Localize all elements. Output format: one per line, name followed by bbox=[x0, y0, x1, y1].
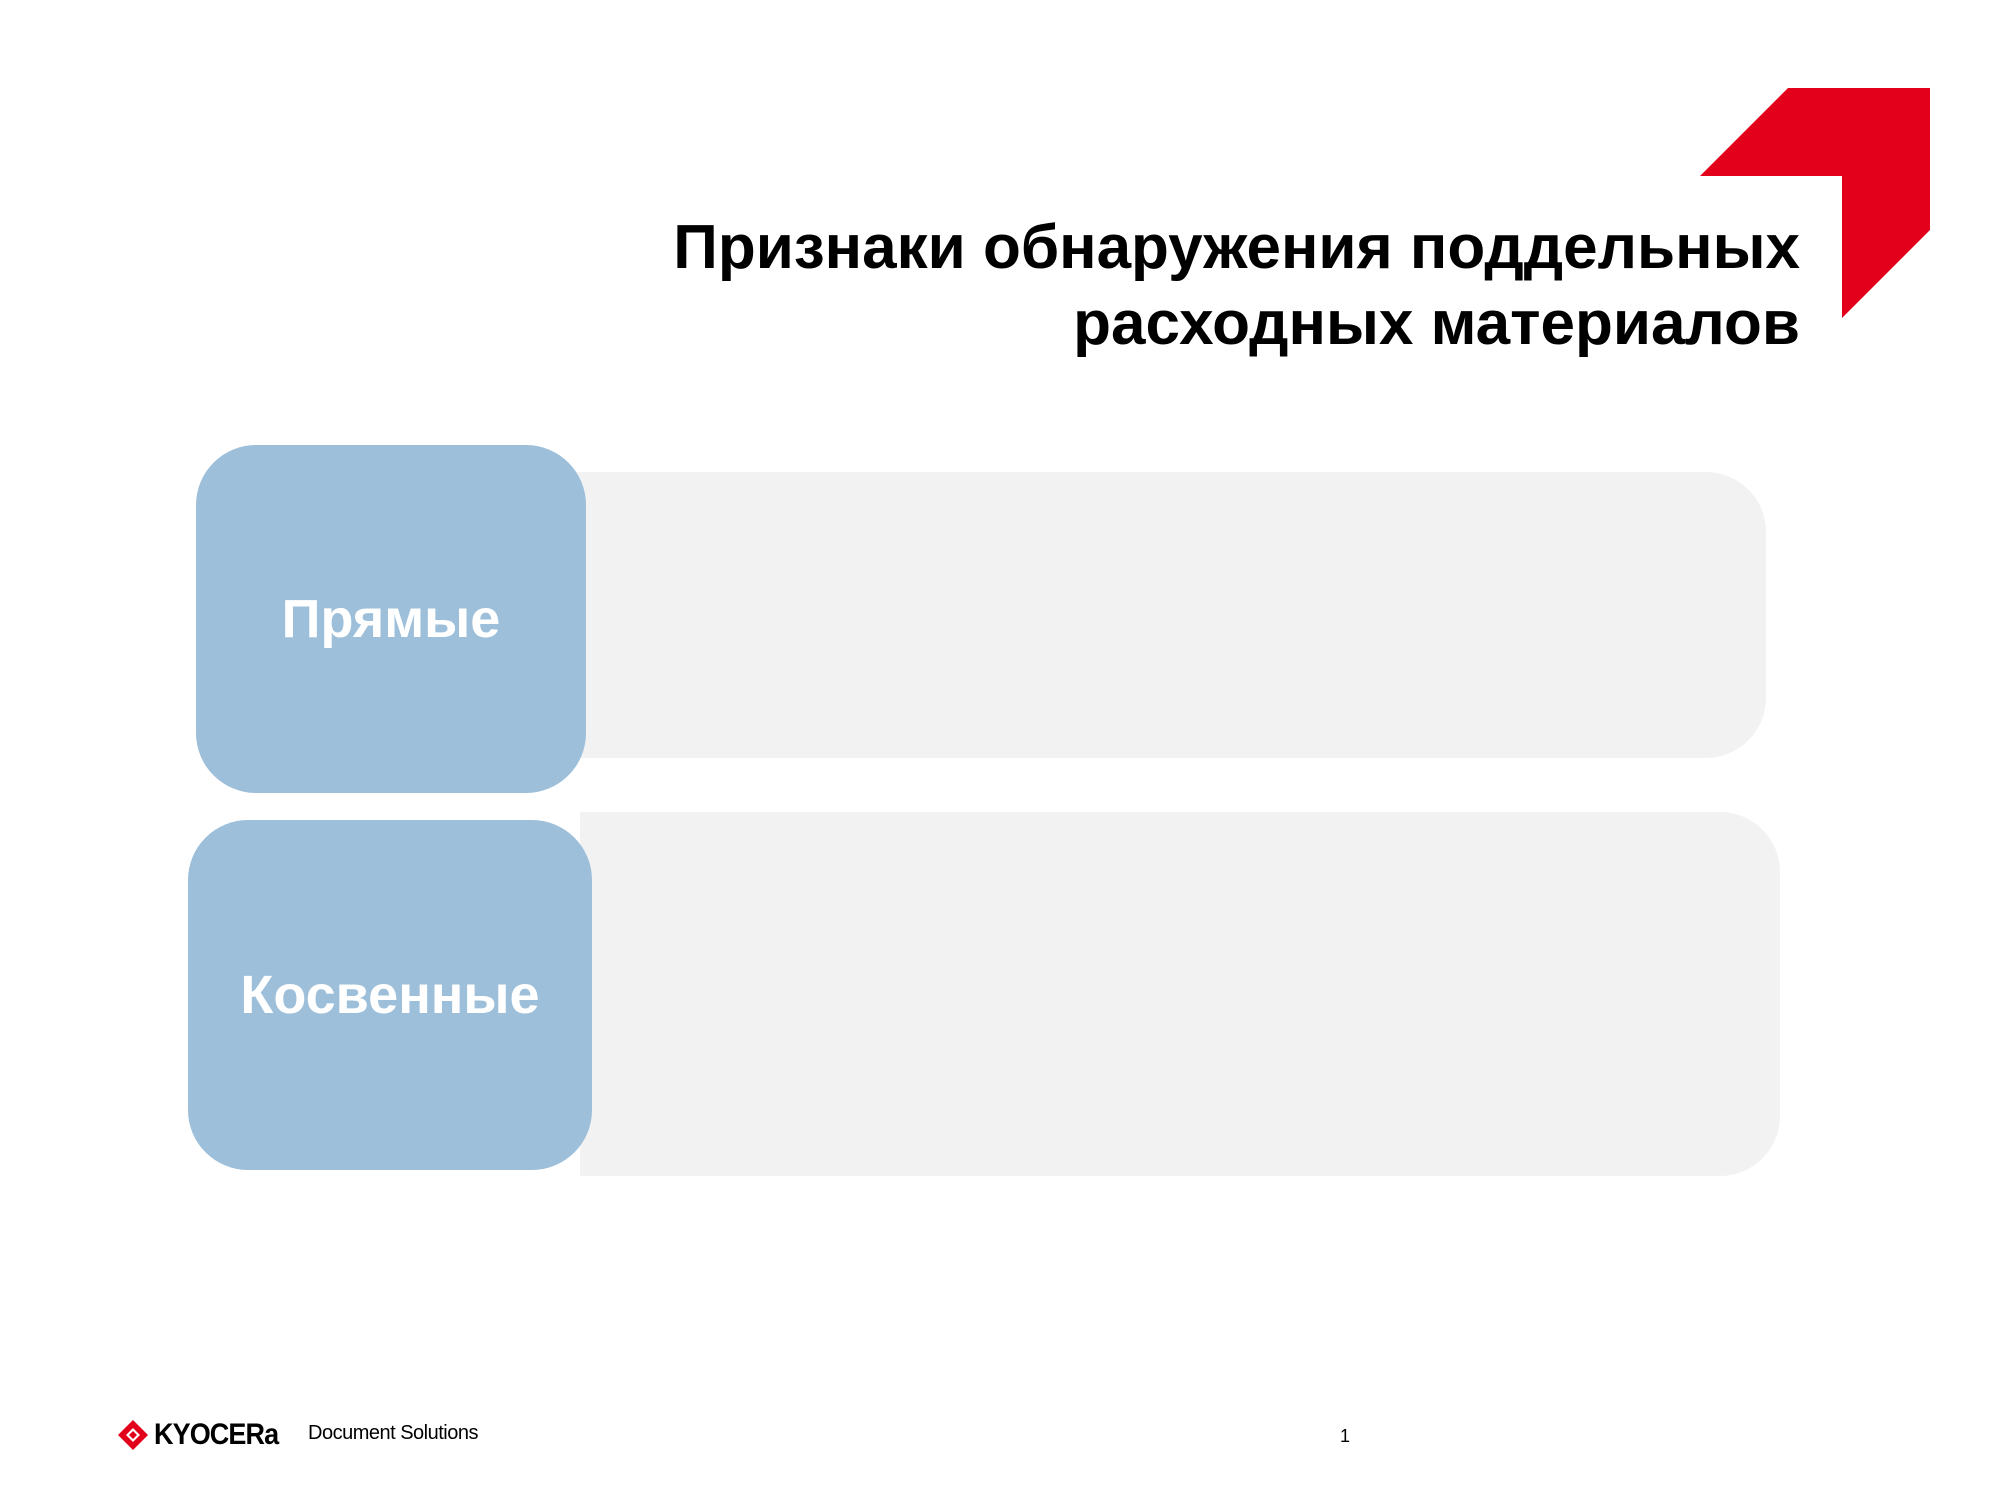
footer-subtitle: Document Solutions bbox=[308, 1422, 478, 1444]
page-number: 1 bbox=[1340, 1426, 1351, 1446]
indirect-category-box bbox=[188, 820, 592, 1170]
direct-category-label: Прямые bbox=[281, 589, 501, 649]
kyocera-logo-icon bbox=[118, 1420, 148, 1450]
direct-category-box bbox=[196, 445, 586, 793]
indirect-detail-panel bbox=[580, 812, 1780, 1176]
indirect-category-label: Косвенные bbox=[240, 965, 540, 1025]
title-line-2: расходных материалов bbox=[1073, 289, 1800, 358]
logo-text: KYOCERa bbox=[154, 1418, 279, 1451]
kyocera-logo bbox=[118, 1418, 292, 1452]
title-line-1: Признаки обнаружения поддельных bbox=[673, 213, 1800, 282]
direct-detail-panel bbox=[560, 472, 1766, 758]
slide-title bbox=[500, 210, 1800, 362]
